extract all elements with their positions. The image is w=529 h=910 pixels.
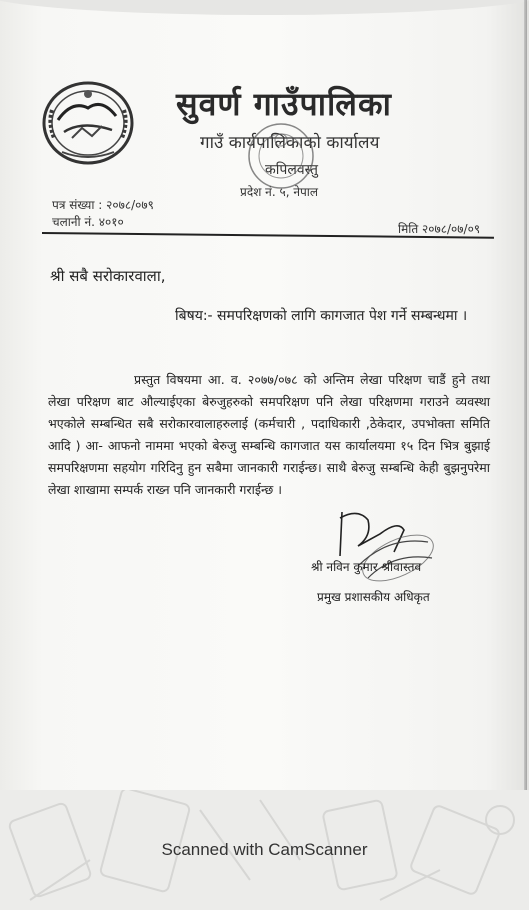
district-name: कपिलवस्तु <box>265 162 319 178</box>
dispatch-number: चलानी नं. ४०१० <box>52 215 124 229</box>
page-curl-shadow <box>0 0 529 15</box>
salutation: श्री सबै सरोकारवाला, <box>50 267 166 285</box>
signatory-name: श्री नविन कुमार श्रीवास्तव <box>311 560 422 574</box>
office-seal-stamp <box>245 120 317 192</box>
letter-date: मिति २०७८/०७/०९ <box>398 222 481 236</box>
subject-line: बिषय:- समपरिक्षणको लागि कागजात पेश गर्ने सम्बन्धमा । <box>175 308 468 324</box>
letter-body: प्रस्तुत विषयमा आ. व. २०७७/०७८ को अन्तिम लेखा परिक्षण चाडैं हुने तथा लेखा परिक्षण बाट औल्याईएका बेरुजुहरुको समपरिक्षण पनि लेखा परिक्षणमा गराउने व्यवस्था भएकोले सम्बन्धित सबै सरोकारवालाहरुलाई (कर्मचारी , पदाधिकारी ,ठेकेदार, उपभोक्ता समिति आदि ) आ- आफनो नाममा भएको बेरुजु सम्बन्धि कागजात यस कार्यालयमा १५ दिन भित्र बुझाई समपरिक्षणमा सहयोग गरिदिनु हुन सबैमा जानकारी गराईन्छ। साथै बेरुजु सम्बन्धि केही बुझनुपरेमा लेखा शाखामा सम्पर्क राख्न पनि जानकारी गराईन्छ । <box>48 372 490 497</box>
letter-number: पत्र संख्या : २०७८/०७९ <box>52 198 154 212</box>
signatory-role: प्रमुख प्रशासकीय अधिकृत <box>317 590 430 604</box>
province-name: प्रदेश नं. ५, नेपाल <box>240 185 319 199</box>
camscanner-watermark: Scanned with CamScanner <box>161 840 368 859</box>
municipality-emblem-icon <box>42 80 134 166</box>
office-name: गाउँ कार्यपालिकाको कार्यालय <box>200 133 380 153</box>
municipality-title: सुवर्ण गाउँपालिका <box>176 85 392 123</box>
page-edge <box>524 0 527 790</box>
